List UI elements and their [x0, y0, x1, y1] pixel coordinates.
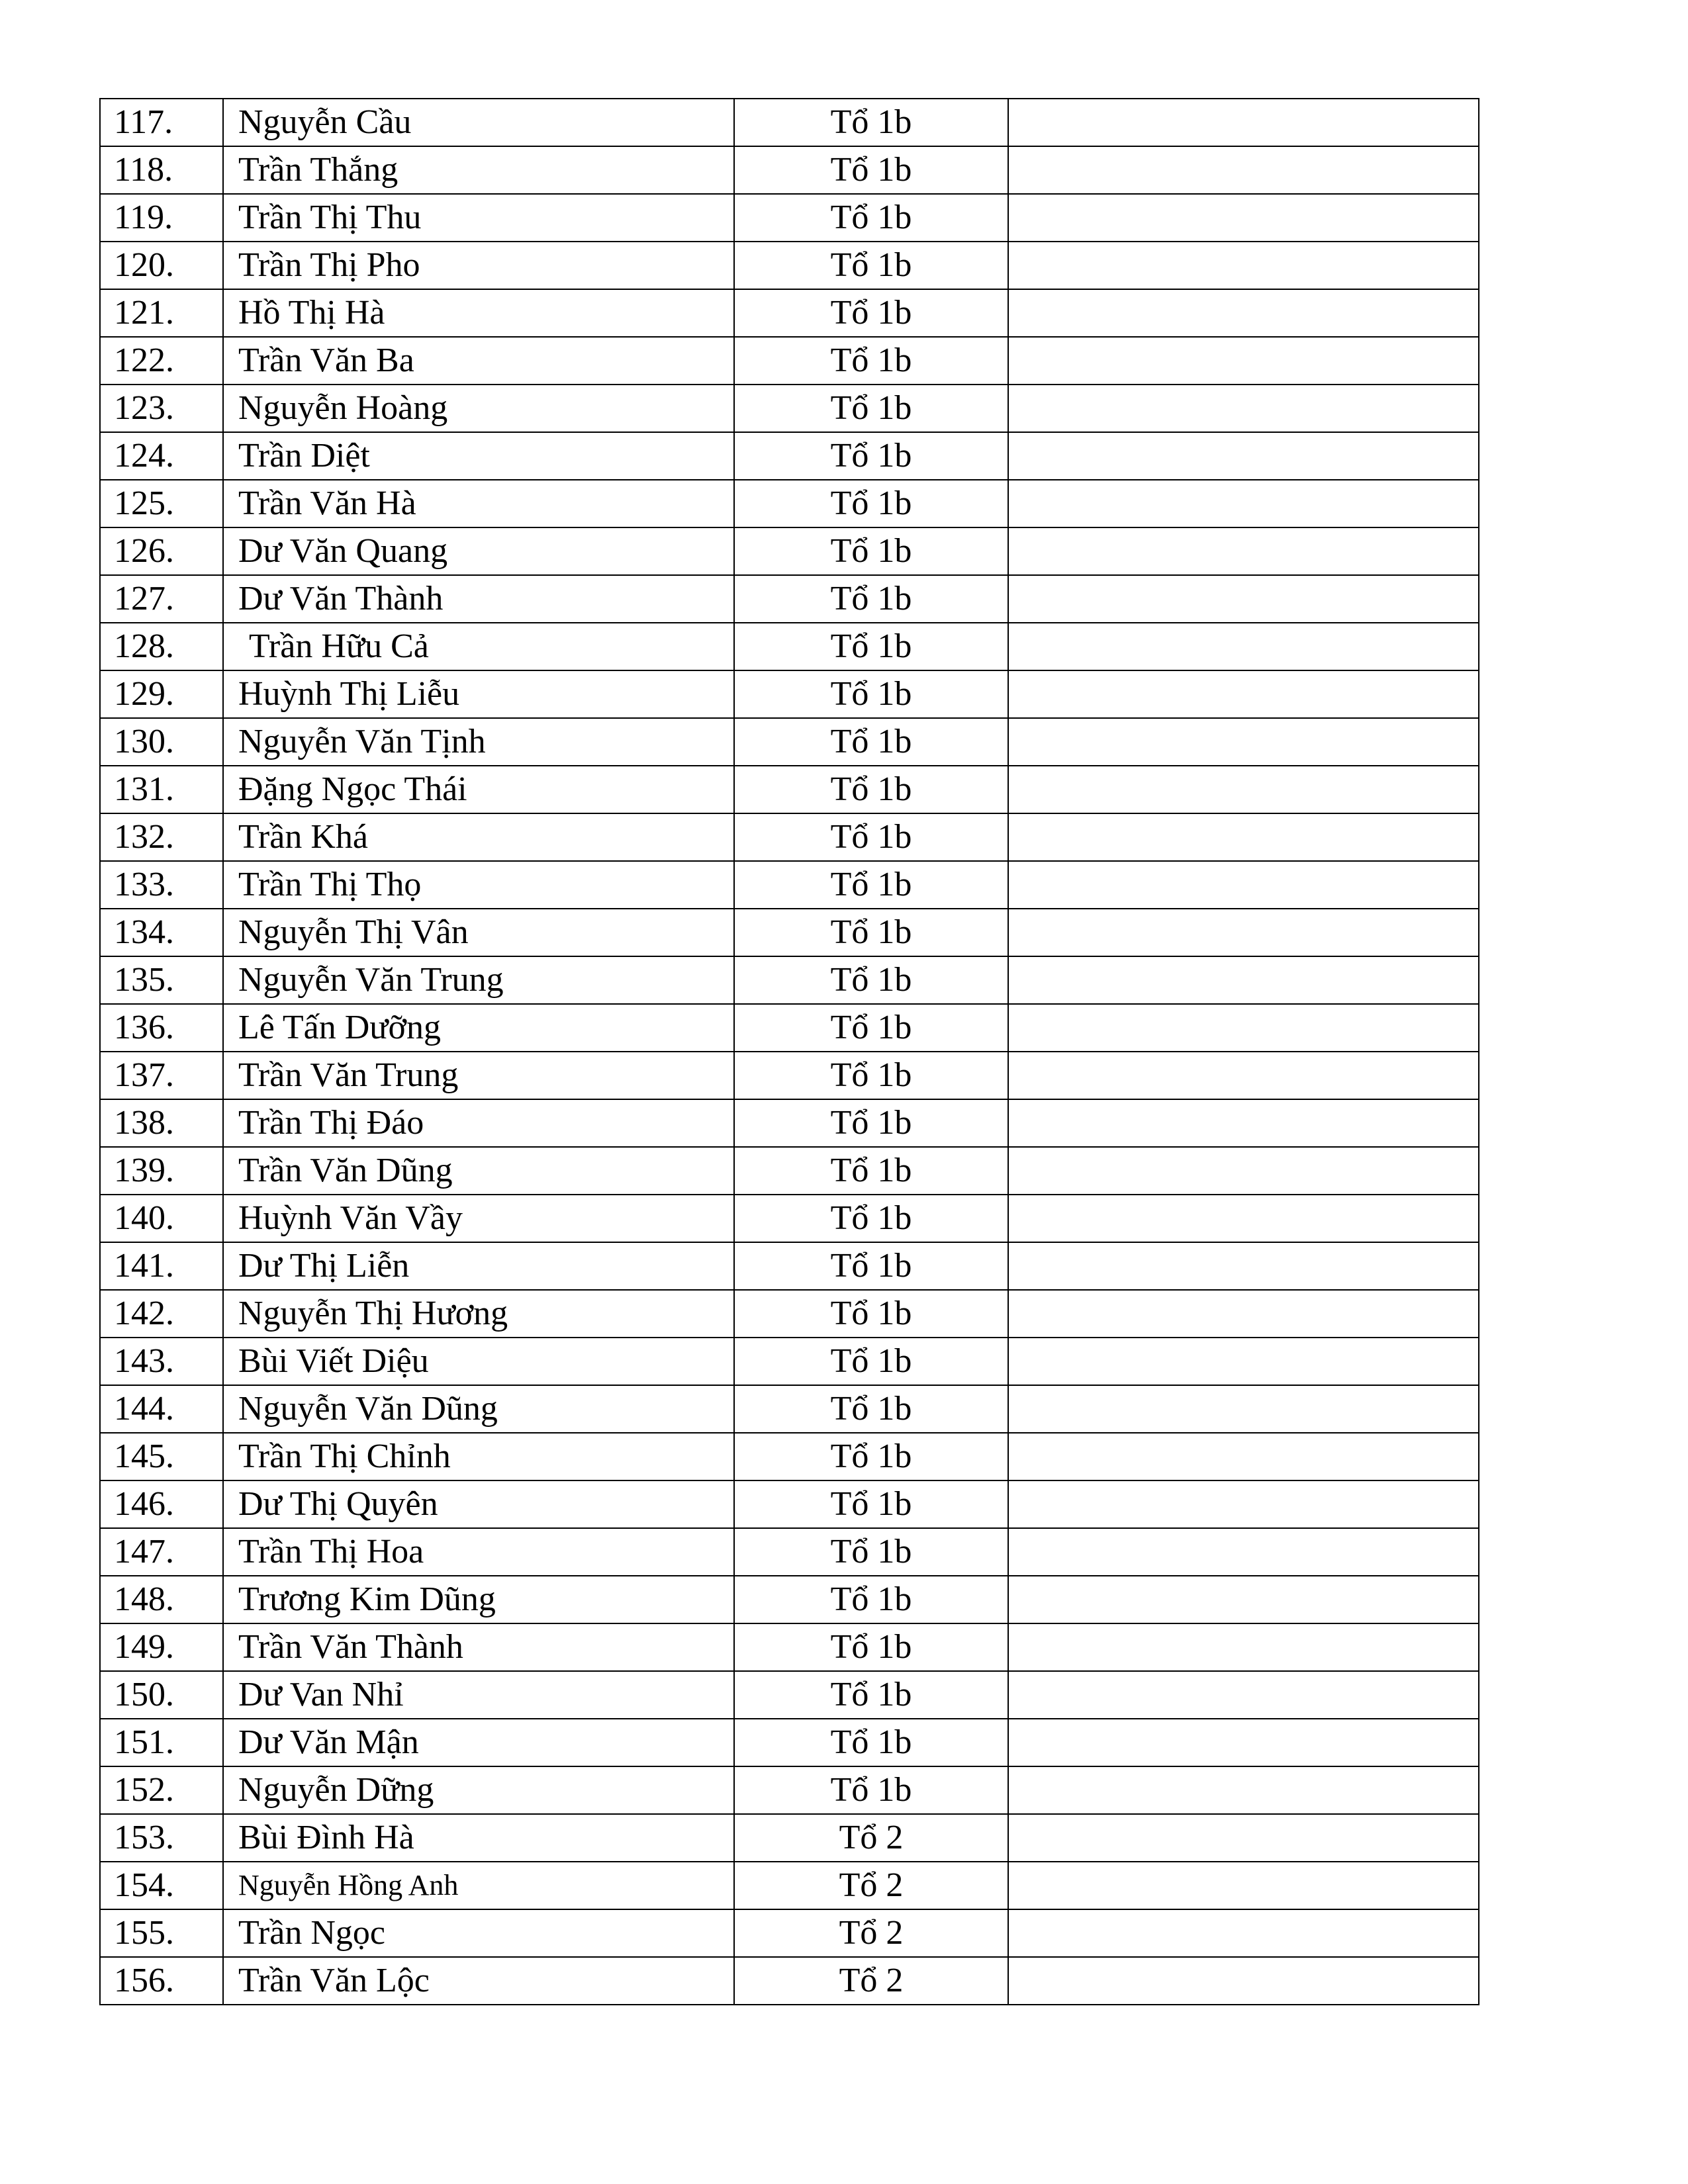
note-cell: [1008, 337, 1479, 385]
note-cell: [1008, 861, 1479, 909]
table-row: [100, 575, 1479, 623]
group-cell: Tổ 1b: [734, 480, 1008, 527]
group-cell: Tổ 1b: [734, 1338, 1008, 1385]
group-cell: Tổ 1b: [734, 1671, 1008, 1719]
member-name-cell: Trần Ngọc: [223, 1909, 734, 1957]
group-cell: Tổ 1b: [734, 1385, 1008, 1433]
group-cell: Tổ 1b: [734, 1099, 1008, 1147]
row-number-cell: 154.: [100, 1862, 223, 1909]
table-row: [100, 1623, 1479, 1671]
group-cell: Tổ 1b: [734, 813, 1008, 861]
table-row: [100, 432, 1479, 480]
member-name-cell: Trần Khá: [223, 813, 734, 861]
note-cell: [1008, 956, 1479, 1004]
group-cell: Tổ 1b: [734, 1480, 1008, 1528]
row-number-cell: 119.: [100, 194, 223, 242]
row-number-cell: 143.: [100, 1338, 223, 1385]
member-name-cell: Trần Thắng: [223, 146, 734, 194]
member-name-cell: Trương Kim Dũng: [223, 1576, 734, 1623]
table-row: [100, 385, 1479, 432]
note-cell: [1008, 1909, 1479, 1957]
note-cell: [1008, 1862, 1479, 1909]
table-row: [100, 623, 1479, 670]
note-cell: [1008, 1338, 1479, 1385]
group-cell: Tổ 1b: [734, 766, 1008, 813]
row-number-cell: 140.: [100, 1195, 223, 1242]
member-name-cell: Nguyễn Văn Tịnh: [223, 718, 734, 766]
group-cell: Tổ 2: [734, 1814, 1008, 1862]
table-row: [100, 1814, 1479, 1862]
note-cell: [1008, 146, 1479, 194]
note-cell: [1008, 623, 1479, 670]
note-cell: [1008, 1004, 1479, 1052]
note-cell: [1008, 1528, 1479, 1576]
note-cell: [1008, 1957, 1479, 2005]
row-number-cell: 149.: [100, 1623, 223, 1671]
member-name-cell: Hồ Thị Hà: [223, 289, 734, 337]
row-number-cell: 155.: [100, 1909, 223, 1957]
member-name-cell: Trần Văn Thành: [223, 1623, 734, 1671]
member-name-cell: Nguyễn Cầu: [223, 99, 734, 146]
note-cell: [1008, 194, 1479, 242]
note-cell: [1008, 385, 1479, 432]
row-number-cell: 145.: [100, 1433, 223, 1480]
group-cell: Tổ 1b: [734, 432, 1008, 480]
group-cell: Tổ 1b: [734, 527, 1008, 575]
note-cell: [1008, 527, 1479, 575]
table-row: [100, 480, 1479, 527]
member-name-cell: Bùi Viết Diệu: [223, 1338, 734, 1385]
row-number-cell: 146.: [100, 1480, 223, 1528]
table-row: [100, 1195, 1479, 1242]
row-number-cell: 123.: [100, 385, 223, 432]
table-row: [100, 670, 1479, 718]
member-name-cell: Trần Văn Ba: [223, 337, 734, 385]
group-cell: Tổ 1b: [734, 1433, 1008, 1480]
roster-body: [100, 99, 1479, 2005]
table-row: [100, 1719, 1479, 1766]
member-name-cell: Dư Văn Quang: [223, 527, 734, 575]
table-row: [100, 1147, 1479, 1195]
member-name-cell: Trần Thị Chỉnh: [223, 1433, 734, 1480]
row-number-cell: 122.: [100, 337, 223, 385]
note-cell: [1008, 1242, 1479, 1290]
member-name-cell: Trần Văn Trung: [223, 1052, 734, 1099]
group-cell: Tổ 1b: [734, 1147, 1008, 1195]
row-number-cell: 130.: [100, 718, 223, 766]
row-number-cell: 152.: [100, 1766, 223, 1814]
note-cell: [1008, 766, 1479, 813]
member-name-cell: Trần Hữu Cả: [223, 623, 734, 670]
row-number-cell: 117.: [100, 99, 223, 146]
row-number-cell: 148.: [100, 1576, 223, 1623]
member-name-cell: Nguyễn Văn Trung: [223, 956, 734, 1004]
table-row: [100, 337, 1479, 385]
group-cell: Tổ 1b: [734, 718, 1008, 766]
table-row: [100, 1957, 1479, 2005]
group-cell: Tổ 1b: [734, 1004, 1008, 1052]
member-name-cell: Nguyễn Hoàng: [223, 385, 734, 432]
member-name-cell: Trần Thị Thu: [223, 194, 734, 242]
group-cell: Tổ 1b: [734, 385, 1008, 432]
note-cell: [1008, 813, 1479, 861]
note-cell: [1008, 1671, 1479, 1719]
row-number-cell: 142.: [100, 1290, 223, 1338]
group-cell: Tổ 1b: [734, 99, 1008, 146]
note-cell: [1008, 1576, 1479, 1623]
group-cell: Tổ 1b: [734, 1528, 1008, 1576]
table-row: [100, 194, 1479, 242]
table-row: [100, 146, 1479, 194]
note-cell: [1008, 1385, 1479, 1433]
note-cell: [1008, 1052, 1479, 1099]
note-cell: [1008, 1814, 1479, 1862]
table-row: [100, 99, 1479, 146]
row-number-cell: 147.: [100, 1528, 223, 1576]
note-cell: [1008, 1766, 1479, 1814]
member-name-cell: Nguyễn Thị Hương: [223, 1290, 734, 1338]
member-name-cell: Nguyễn Văn Dũng: [223, 1385, 734, 1433]
group-cell: Tổ 1b: [734, 1766, 1008, 1814]
table-row: [100, 718, 1479, 766]
group-cell: Tổ 2: [734, 1957, 1008, 2005]
member-name-cell: Nguyễn Hồng Anh: [223, 1862, 734, 1909]
note-cell: [1008, 480, 1479, 527]
member-name-cell: Trần Thị Hoa: [223, 1528, 734, 1576]
row-number-cell: 151.: [100, 1719, 223, 1766]
note-cell: [1008, 670, 1479, 718]
row-number-cell: 139.: [100, 1147, 223, 1195]
table-row: [100, 766, 1479, 813]
table-row: [100, 1862, 1479, 1909]
group-cell: Tổ 1b: [734, 575, 1008, 623]
row-number-cell: 137.: [100, 1052, 223, 1099]
group-cell: Tổ 1b: [734, 1242, 1008, 1290]
group-cell: Tổ 1b: [734, 1623, 1008, 1671]
row-number-cell: 118.: [100, 146, 223, 194]
table-row: [100, 1909, 1479, 1957]
group-cell: Tổ 1b: [734, 337, 1008, 385]
member-name-cell: Trần Văn Hà: [223, 480, 734, 527]
group-cell: Tổ 1b: [734, 1576, 1008, 1623]
table-row: [100, 242, 1479, 289]
member-name-cell: Dư Thị Quyên: [223, 1480, 734, 1528]
note-cell: [1008, 1290, 1479, 1338]
member-name-cell: Trần Diệt: [223, 432, 734, 480]
row-number-cell: 129.: [100, 670, 223, 718]
group-cell: Tổ 2: [734, 1909, 1008, 1957]
row-number-cell: 150.: [100, 1671, 223, 1719]
table-row: [100, 813, 1479, 861]
row-number-cell: 127.: [100, 575, 223, 623]
member-name-cell: Dư Van Nhỉ: [223, 1671, 734, 1719]
row-number-cell: 120.: [100, 242, 223, 289]
member-name-cell: Bùi Đình Hà: [223, 1814, 734, 1862]
group-cell: Tổ 1b: [734, 670, 1008, 718]
note-cell: [1008, 99, 1479, 146]
table-row: [100, 1385, 1479, 1433]
table-row: [100, 909, 1479, 956]
group-cell: Tổ 1b: [734, 242, 1008, 289]
row-number-cell: 136.: [100, 1004, 223, 1052]
group-cell: Tổ 1b: [734, 146, 1008, 194]
member-name-cell: Huỳnh Văn Vầy: [223, 1195, 734, 1242]
row-number-cell: 124.: [100, 432, 223, 480]
table-row: [100, 1290, 1479, 1338]
table-row: [100, 527, 1479, 575]
group-cell: Tổ 1b: [734, 623, 1008, 670]
table-row: [100, 1671, 1479, 1719]
group-cell: Tổ 1b: [734, 289, 1008, 337]
member-name-cell: Dư Văn Thành: [223, 575, 734, 623]
table-row: [100, 1576, 1479, 1623]
table-row: [100, 1528, 1479, 1576]
row-number-cell: 138.: [100, 1099, 223, 1147]
note-cell: [1008, 1195, 1479, 1242]
member-name-cell: Trần Thị Đáo: [223, 1099, 734, 1147]
member-name-cell: Huỳnh Thị Liễu: [223, 670, 734, 718]
group-cell: Tổ 1b: [734, 909, 1008, 956]
member-name-cell: Trần Văn Dũng: [223, 1147, 734, 1195]
table-row: [100, 1480, 1479, 1528]
group-cell: Tổ 1b: [734, 1719, 1008, 1766]
member-name-cell: Dư Văn Mận: [223, 1719, 734, 1766]
row-number-cell: 133.: [100, 861, 223, 909]
row-number-cell: 135.: [100, 956, 223, 1004]
member-name-cell: Đặng Ngọc Thái: [223, 766, 734, 813]
table-row: [100, 1433, 1479, 1480]
table-row: [100, 956, 1479, 1004]
roster-table: [99, 98, 1479, 2005]
member-name-cell: Nguyễn Thị Vân: [223, 909, 734, 956]
note-cell: [1008, 1719, 1479, 1766]
table-row: [100, 1766, 1479, 1814]
table-row: [100, 861, 1479, 909]
member-name-cell: Lê Tấn Dưỡng: [223, 1004, 734, 1052]
row-number-cell: 126.: [100, 527, 223, 575]
member-name-cell: Trần Thị Thọ: [223, 861, 734, 909]
group-cell: Tổ 1b: [734, 1052, 1008, 1099]
member-name-cell: Trần Văn Lộc: [223, 1957, 734, 2005]
row-number-cell: 125.: [100, 480, 223, 527]
note-cell: [1008, 1480, 1479, 1528]
group-cell: Tổ 1b: [734, 956, 1008, 1004]
note-cell: [1008, 242, 1479, 289]
note-cell: [1008, 909, 1479, 956]
group-cell: Tổ 2: [734, 1862, 1008, 1909]
member-name-cell: Dư Thị Liễn: [223, 1242, 734, 1290]
table-row: [100, 1338, 1479, 1385]
note-cell: [1008, 1099, 1479, 1147]
note-cell: [1008, 289, 1479, 337]
row-number-cell: 144.: [100, 1385, 223, 1433]
row-number-cell: 132.: [100, 813, 223, 861]
row-number-cell: 141.: [100, 1242, 223, 1290]
note-cell: [1008, 718, 1479, 766]
row-number-cell: 134.: [100, 909, 223, 956]
group-cell: Tổ 1b: [734, 861, 1008, 909]
group-cell: Tổ 1b: [734, 1195, 1008, 1242]
row-number-cell: 153.: [100, 1814, 223, 1862]
group-cell: Tổ 1b: [734, 194, 1008, 242]
row-number-cell: 131.: [100, 766, 223, 813]
row-number-cell: 156.: [100, 1957, 223, 2005]
member-name-cell: Nguyễn Dững: [223, 1766, 734, 1814]
note-cell: [1008, 575, 1479, 623]
row-number-cell: 128.: [100, 623, 223, 670]
note-cell: [1008, 1433, 1479, 1480]
row-number-cell: 121.: [100, 289, 223, 337]
table-row: [100, 1004, 1479, 1052]
table-row: [100, 1052, 1479, 1099]
note-cell: [1008, 1147, 1479, 1195]
note-cell: [1008, 432, 1479, 480]
member-name-cell: Trần Thị Pho: [223, 242, 734, 289]
note-cell: [1008, 1623, 1479, 1671]
table-row: [100, 289, 1479, 337]
table-row: [100, 1099, 1479, 1147]
table-row: [100, 1242, 1479, 1290]
group-cell: Tổ 1b: [734, 1290, 1008, 1338]
